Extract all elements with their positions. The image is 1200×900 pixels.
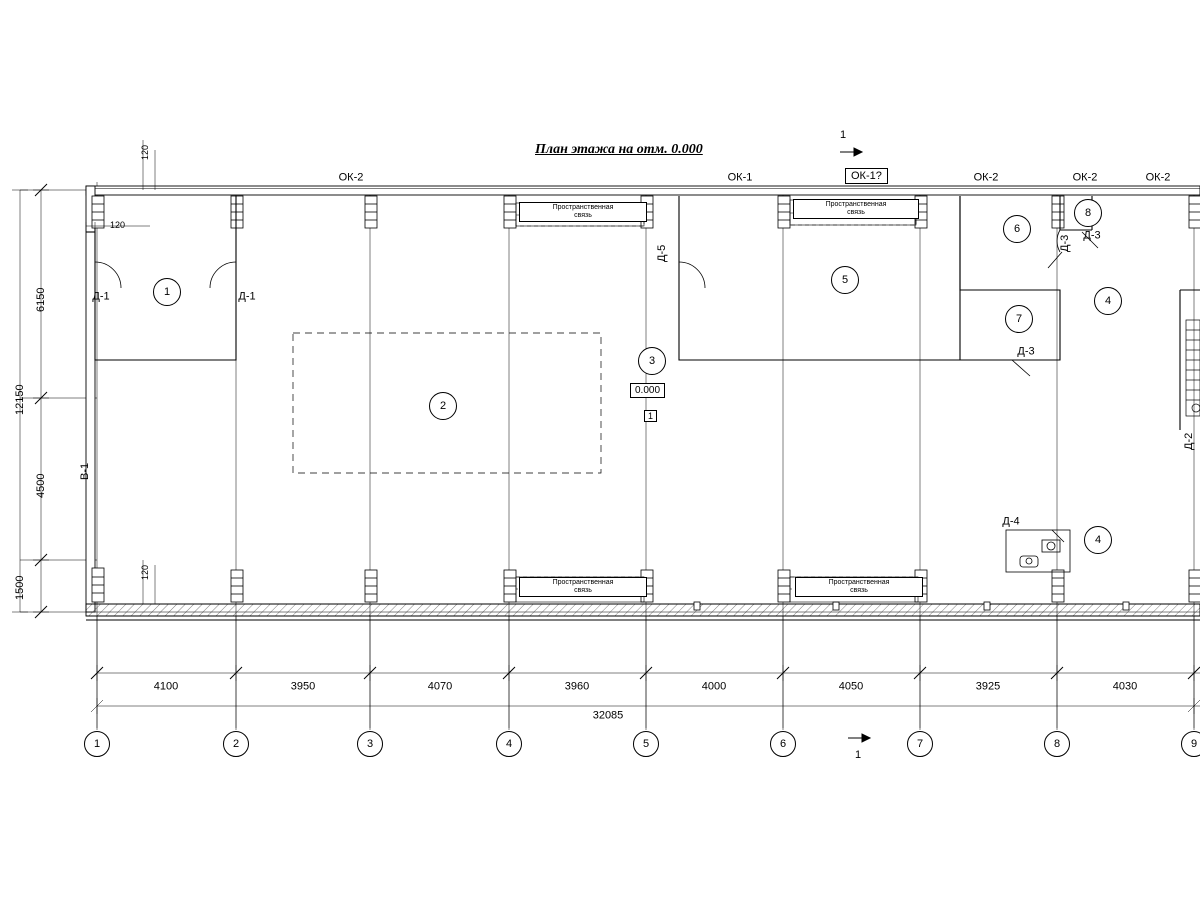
door-label-d3-a: Д-3 xyxy=(1083,229,1101,242)
bathroom-fixtures xyxy=(1006,530,1070,572)
axis-circle-5[interactable]: 5 xyxy=(633,731,659,757)
thickness-label-left: 120 xyxy=(110,220,126,230)
brace-label-3-line1: Пространственная xyxy=(552,579,614,586)
brace-label-4-line2: связь xyxy=(850,587,868,595)
vertical-axis-label-v1: В-1 xyxy=(79,462,91,480)
bay-dim-3: 4070 xyxy=(427,680,453,693)
brace-label-3-line2: связь xyxy=(574,587,592,595)
level-marker: 0.000 xyxy=(630,383,665,398)
axis-circle-8[interactable]: 8 xyxy=(1044,731,1070,757)
vertical-dim-1500: 1500 xyxy=(14,575,26,600)
door-label-d5: Д-5 xyxy=(656,244,668,262)
drawing-title: План этажа на отм. 0.000 xyxy=(535,142,703,157)
brace-label-4 xyxy=(795,577,923,597)
bay-dim-2: 3950 xyxy=(290,680,316,693)
axis-circle-3[interactable]: 3 xyxy=(357,731,383,757)
window-label-ok2-3: ОК-2 xyxy=(1072,171,1098,184)
vertical-dim-12150: 12150 xyxy=(14,384,26,415)
door-label-d1-right: Д-1 xyxy=(238,290,256,303)
door-label-d4: Д-4 xyxy=(1002,515,1020,528)
spatial-brace-symbols xyxy=(516,200,918,602)
bottom-dimension-chain xyxy=(91,616,1200,730)
section-tag-middle: 1 xyxy=(644,410,657,422)
bay-dim-7: 3925 xyxy=(975,680,1001,693)
bay-dim-4: 3960 xyxy=(564,680,590,693)
axis-circle-4[interactable]: 4 xyxy=(496,731,522,757)
axis-circle-9[interactable]: 9 xyxy=(1181,731,1200,757)
section-markers xyxy=(840,148,870,742)
room-number-4-upper[interactable]: 4 xyxy=(1094,287,1122,315)
brace-label-1-line2: связь xyxy=(574,212,592,220)
vertical-dim-6150: 6150 xyxy=(35,287,47,312)
window-label-ok2-1: ОК-2 xyxy=(338,171,364,184)
brace-label-2 xyxy=(793,199,919,219)
thickness-label-bottom: 120 xyxy=(140,564,150,580)
brace-label-4-line1: Пространственная xyxy=(828,579,890,586)
room-number-4-lower[interactable]: 4 xyxy=(1084,526,1112,554)
bay-dim-1: 4100 xyxy=(153,680,179,693)
door-label-d3-c: Д-3 xyxy=(1017,345,1035,358)
brace-label-3 xyxy=(519,577,647,597)
door-label-d2: Д-2 xyxy=(1183,432,1195,450)
door-label-d1-left: Д-1 xyxy=(92,290,110,303)
exterior-walls xyxy=(86,186,1200,620)
brace-label-2-line1: Пространственная xyxy=(825,201,887,208)
grid-axis-lines xyxy=(20,182,1200,728)
room-number-6[interactable]: 6 xyxy=(1003,215,1031,243)
brace-label-2-line2: связь xyxy=(847,209,865,217)
window-label-ok2-4: ОК-2 xyxy=(1145,171,1171,184)
axis-circle-7[interactable]: 7 xyxy=(907,731,933,757)
bay-dim-6: 4050 xyxy=(838,680,864,693)
staircase xyxy=(1186,320,1200,416)
door-swings xyxy=(95,229,1101,542)
bay-dim-5: 4000 xyxy=(701,680,727,693)
vertical-dim-4500: 4500 xyxy=(35,473,47,498)
section-tag-bottom: 1 xyxy=(855,749,862,761)
overall-dimension: 32085 xyxy=(592,709,624,722)
axis-circle-1[interactable]: 1 xyxy=(84,731,110,757)
room-number-3[interactable]: 3 xyxy=(638,347,666,375)
room-number-5[interactable]: 5 xyxy=(831,266,859,294)
window-label-ok1-1: ОК-1 xyxy=(727,171,753,184)
door-label-d3-b: Д-3 xyxy=(1059,234,1071,252)
brace-label-1 xyxy=(519,202,647,222)
room-number-8[interactable]: 8 xyxy=(1074,199,1102,227)
section-tag-top: 1 xyxy=(840,129,847,141)
room-number-7[interactable]: 7 xyxy=(1005,305,1033,333)
thickness-label-top: 120 xyxy=(140,144,150,160)
bay-dim-8: 4030 xyxy=(1112,680,1138,693)
room-number-2[interactable]: 2 xyxy=(429,392,457,420)
window-label-ok1-query[interactable]: ОК-1? xyxy=(845,168,888,184)
brace-label-1-line1: Пространственная xyxy=(552,204,614,211)
room-number-1[interactable]: 1 xyxy=(153,278,181,306)
axis-circle-2[interactable]: 2 xyxy=(223,731,249,757)
window-label-ok2-2: ОК-2 xyxy=(973,171,999,184)
axis-circle-6[interactable]: 6 xyxy=(770,731,796,757)
